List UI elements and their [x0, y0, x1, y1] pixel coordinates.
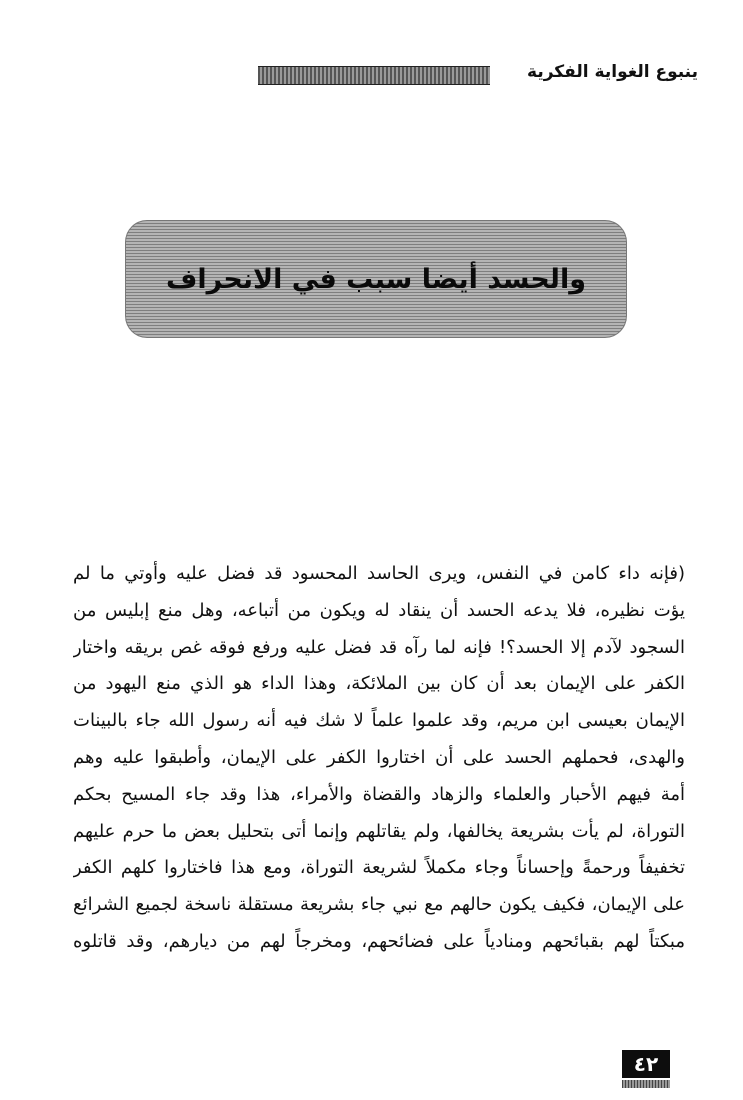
- text-line: (فإنه داء كامن في النفس، ويرى الحاسد المحسود قد فضل عليه وأوتي ما لم: [73, 563, 685, 584]
- section-title: والحسد أيضا سبب في الانحراف: [166, 264, 586, 295]
- text-line: أمة فيهم الأحبار والعلماء والزهاد والقضاة والأمراء، هذا وقد جاء المسيح بحكم: [73, 783, 685, 805]
- body-paragraph: [73, 556, 685, 961]
- text-line: الإيمان بعيسى ابن مريم، وقد علموا علماً لا شك فيه أنه رسول الله جاء بالبينات: [73, 710, 685, 732]
- section-heading-box: [125, 220, 627, 338]
- page-number: ٤٢: [622, 1050, 670, 1078]
- text-line: السجود لآدم إلا الحسد؟! فإنه لما رآه قد فضل عليه ورفع فوقه غص بريقه واختار: [73, 636, 685, 658]
- text-line: والهدى، فحملهم الحسد على أن اختاروا الكفر على الإيمان، وأطبقوا عليه وهم: [73, 746, 685, 768]
- text-line: الكفر على الإيمان بعد أن كان بين الملائكة، وهذا الداء هو الذي منع اليهود من: [73, 673, 685, 695]
- text-line: تخفيفاً ورحمةً وإحساناً وجاء مكملاً لشريعة التوراة، ومع هذا فاختاروا كلهم الكفر: [73, 857, 685, 879]
- text-line: على الإيمان، فكيف يكون حالهم مع نبي جاء بشريعة مستقلة ناسخة لجميع الشرائع: [73, 894, 685, 916]
- text-line: مبكتاً لهم بقبائحهم ومنادياً على فضائحهم، ومخرجاً لهم من ديارهم، وقد قاتلوه: [73, 930, 685, 952]
- text-line: التوراة، لم يأت بشريعة يخالفها، ولم يقاتلهم وإنما أتى بتحليل بعض ما حرم عليهم: [73, 820, 685, 842]
- page-number-decoration: [622, 1080, 670, 1088]
- header-decorative-bar: [258, 66, 490, 85]
- text-line: يؤت نظيره، فلا يدعه الحسد أن ينقاد له ويكون من أتباعه، وهل منع إبليس من: [73, 599, 685, 621]
- book-title: ينبوع الغواية الفكرية: [527, 62, 698, 82]
- running-header: [258, 60, 698, 90]
